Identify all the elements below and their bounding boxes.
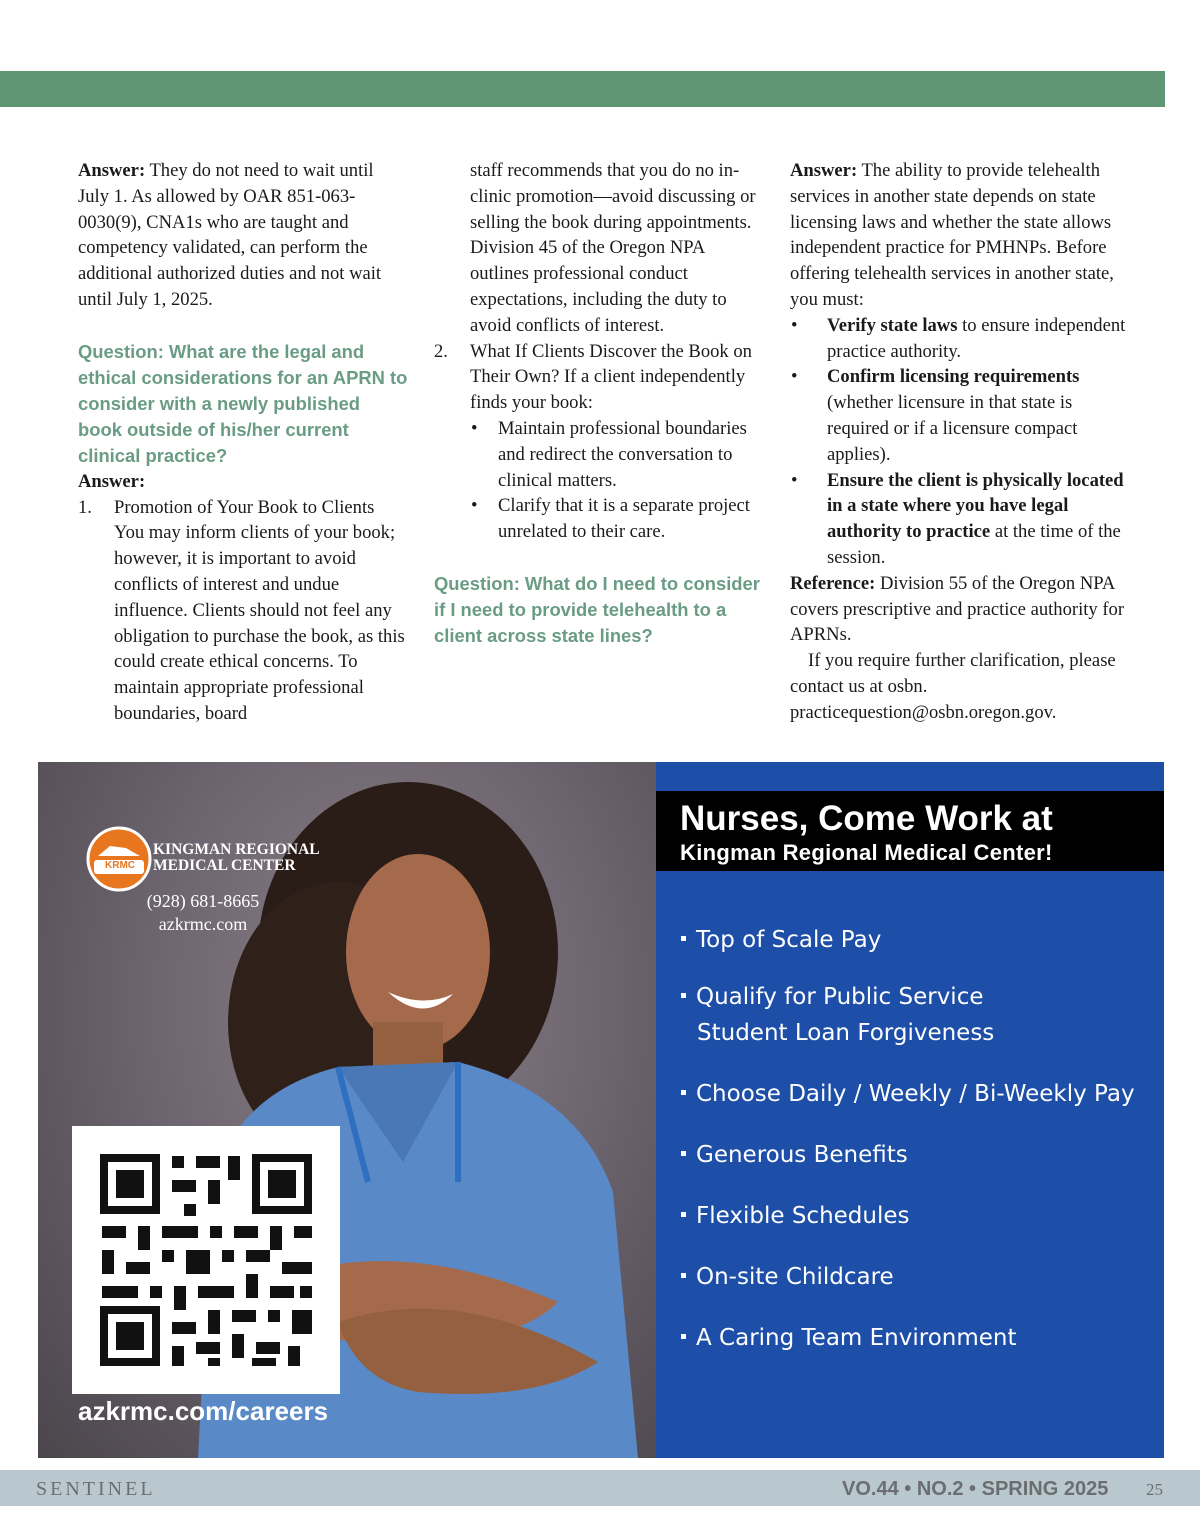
perk-item: Generous Benefits (681, 1137, 908, 1173)
bullet-icon (681, 1151, 686, 1156)
bullet-icon (681, 1090, 686, 1095)
column-3 (790, 158, 1130, 726)
column-1 (78, 158, 408, 727)
bullet-icon (681, 993, 686, 998)
column-2 (434, 158, 764, 649)
bullet-icon: • (471, 417, 478, 439)
qr-code[interactable] (72, 1126, 340, 1394)
perk-item: Top of Scale Pay (681, 922, 881, 958)
perk-item: Flexible Schedules (681, 1198, 910, 1234)
ad-headline-box (656, 791, 1164, 871)
bullet-icon (681, 1212, 686, 1217)
logo-name: KINGMAN REGIONAL MEDICAL CENTER (153, 841, 320, 874)
perk-item: Choose Daily / Weekly / Bi-Weekly Pay (681, 1076, 1135, 1112)
bullet-item: • Maintain professional boundaries and redirect the conversation to clinical matters. (470, 416, 764, 493)
bullet-icon (681, 1273, 686, 1278)
list-item: 1. Promotion of Your Book to Clients You may inform clients of your book; however, it is important to avoid conflicts of interest and undue influence. Clients should not feel any obligation to purchase the book, as this could create ethical concerns. To maintain appropriate professional boundaries, board (78, 495, 408, 727)
phone-number[interactable]: (928) 681-8665 (146, 891, 260, 911)
bullet-icon (681, 936, 686, 941)
question-heading: Question: What do I need to consider if I need to provide telehealth to a client across state lines? (434, 572, 760, 646)
krmc-logo-icon (86, 826, 152, 892)
contact-info (138, 890, 268, 936)
item-title: Promotion of Your Book to Clients (114, 496, 375, 518)
question-heading: Question: What are the legal and ethical considerations for an APRN to consider with a newly published book outside of his/her current clinical practice? (78, 340, 408, 466)
reference-paragraph: Reference: Division 55 of the Oregon NPA covers prescriptive and practice authority for APRNs. (790, 572, 1125, 646)
bullet-icon: • (791, 314, 798, 336)
answer-paragraph: Answer: The ability to provide telehealth services in another state depends on state licensing laws and whether the state allows independent practice for PMHNPs. Before offering telehealth services in another state, you must: (790, 160, 1114, 310)
continued-text: staff recommends that you do no in-clinic promotion—avoid discussing or selling the book during appointments. Division 45 of the Oregon NPA outlines professional conduct expectations, including the duty to avoid conflicts of interest. (470, 160, 756, 336)
bullet-item: • Confirm licensing requirements (whether licensure in that state is required or if a licensure compact applies). (790, 364, 1130, 467)
bullet-item: • Clarify that it is a separate project unrelated to their care. (470, 493, 764, 545)
bullet-item: • Verify state laws to ensure independent practice authority. (790, 313, 1130, 365)
qr-code-icon (72, 1126, 340, 1394)
list-item: 2. What If Clients Discover the Book on Their Own? If a client independently finds your book: • Maintain professional boundaries and redirect the conversation to clinical matters. • Clarify that it is a separate project unrelated to their care. (434, 339, 764, 545)
perk-item: A Caring Team Environment (681, 1320, 1017, 1356)
ad-headline: Nurses, Come Work at (680, 799, 1053, 838)
bullet-icon: • (471, 495, 478, 517)
krmc-advertisement (38, 762, 1164, 1458)
issue-info: VO.44 • NO.2 • SPRING 2025 (842, 1478, 1109, 1500)
item-text: You may inform clients of your book; however, it is important to avoid conflicts of interest and undue influence. Clients should not feel any obligation to purchase the book, as this could create ethical concerns. To maintain appropriate professional boundaries, board (114, 522, 405, 724)
publication-name: SENTINEL (36, 1478, 156, 1500)
bullet-icon (681, 1334, 686, 1339)
perk-item: Qualify for Public Service Student Loan Forgiveness (681, 979, 994, 1051)
answer-paragraph: Answer: They do not need to wait until July 1. As allowed by OAR 851-063-0030(9), CNA1s who are taught and competency validated, can perform the additional authorized duties and not wait until July 1, 2025. (78, 160, 382, 310)
closing-paragraph: If you require further clarification, please contact us at osbn. practicequestion@osbn.oregon.gov. (790, 650, 1116, 723)
item-text: What If Clients Discover the Book on Their Own? If a client independently finds your book: (470, 340, 752, 414)
ad-subheadline: Kingman Regional Medical Center! (680, 840, 1053, 865)
careers-link[interactable]: azkrmc.com/careers (78, 1396, 329, 1426)
bullet-icon: • (791, 366, 798, 388)
perk-item: On-site Childcare (681, 1259, 894, 1295)
bullet-item: • Ensure the client is physically located in a state where you have legal authority to practice at the time of the session. (790, 468, 1130, 571)
bullet-icon: • (791, 469, 798, 491)
header-bar (0, 71, 1165, 107)
logo-abbr: KRMC (105, 860, 135, 871)
website-link[interactable]: azkrmc.com (158, 914, 248, 934)
answer-label: Answer: (78, 470, 146, 492)
page-number: 25 (1146, 1480, 1163, 1499)
